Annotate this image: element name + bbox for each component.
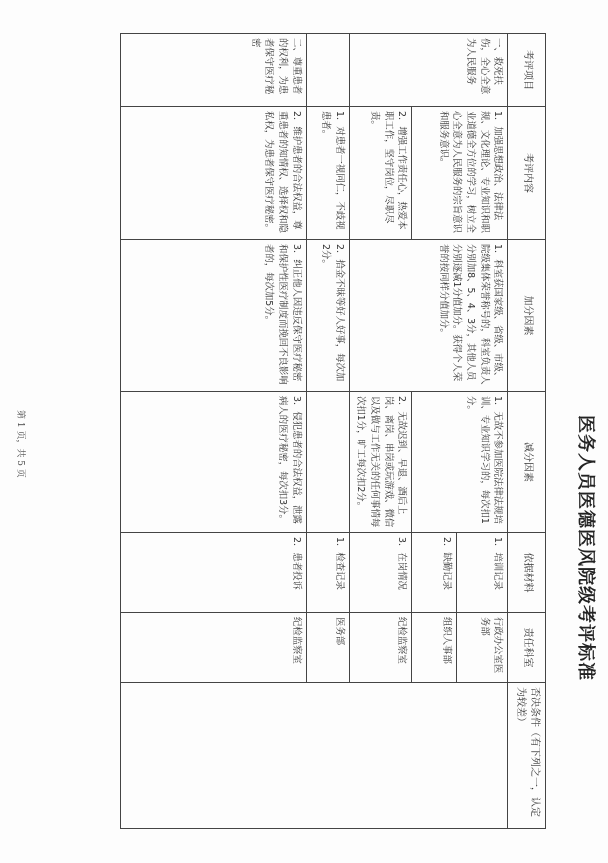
header-row (508, 34, 546, 829)
section1-plus1: 1．科室获国家级、省级、市级、院级集体荣誉称号的，科室负责人分别加8、5、4、3分，其他人员分别逐减1分值加分。获得个人荣誉的按同样分值加分。 (349, 240, 508, 392)
section1-dept2: 组织人事部 (412, 613, 457, 683)
section2-content: 2．维护患者的合法权益，尊重患者的知情权、选择权和隐私权，为患者保守医疗秘密。 (121, 107, 307, 240)
section1-dept3: 纪检监察室 (349, 613, 412, 683)
table-row (457, 34, 508, 829)
header-dept: 责任科室 (508, 613, 546, 683)
section2-item: 二、尊重患者的权利，为患者保守医疗秘密 (121, 34, 307, 107)
section2-plus: 3．纠正他人因违反保守医疗秘密和保护性医疗制度而挽回不良影响者的，每次加5分。 (121, 240, 307, 392)
section1-basis3: 3．在岗情况 (349, 533, 412, 613)
section1-basis4: 1．检查记录 (306, 533, 349, 613)
veto-cell (121, 683, 508, 829)
section1-basis2: 2．缺勤记录 (412, 533, 457, 613)
section1-minus2: 2．无故迟到、早退、酒后上岗、离岗、串岗或玩游戏、微信以及做与工作无关的任何事情每次扣1分，旷工每次扣2分。 (349, 392, 412, 533)
section2-basis: 2．患者投诉 (121, 533, 307, 613)
section2-minus: 3．侵犯患者的合法权益，泄露病人的医疗秘密，每次扣3分。 (121, 392, 307, 533)
document-title: 医务人员医德医风院级考评标准 (575, 415, 596, 681)
section1-item: 一、救死扶伤，全心全意为人民服务 (349, 34, 508, 107)
section2-dept: 纪检监察室 (121, 613, 307, 683)
header-plus: 加分因素 (508, 240, 546, 392)
section1-content1: 1．加强思想政治、法律法规、文化理论、专业知识和职业道德全方位的学习，树立全心全意为人民服务的宗旨意识和服务意识。 (412, 107, 508, 240)
page-footer: 第 1 页，共 5 页 (15, 410, 25, 478)
section1-basis1: 1．培训记录 (457, 533, 508, 613)
section1-minus1: 1．无故不参加医院法律法规培训、专业知识学习的，每次扣1分。 (412, 392, 508, 533)
header-content: 考评内容 (508, 107, 546, 240)
section1-dept4: 医务部 (306, 613, 349, 683)
section1-dept1: 行政办公室医务部 (457, 613, 508, 683)
evaluation-table (120, 33, 546, 829)
header-minus: 减分因素 (508, 392, 546, 533)
header-veto: 否决条件（有下列之一，认定为较差） (508, 683, 546, 829)
header-item: 考评项目 (508, 34, 546, 107)
section1-content2: 2．增强工作责任心，热爱本职工作，坚守岗位，尽职尽责。 (349, 107, 412, 240)
header-basis: 依据材料 (508, 533, 546, 613)
section1-plus2: 2．拾金不昧等好人好事，每次加2分。 (306, 240, 349, 392)
section1-content3: 1．对患者一视同仁，不歧视患者。 (306, 107, 349, 240)
